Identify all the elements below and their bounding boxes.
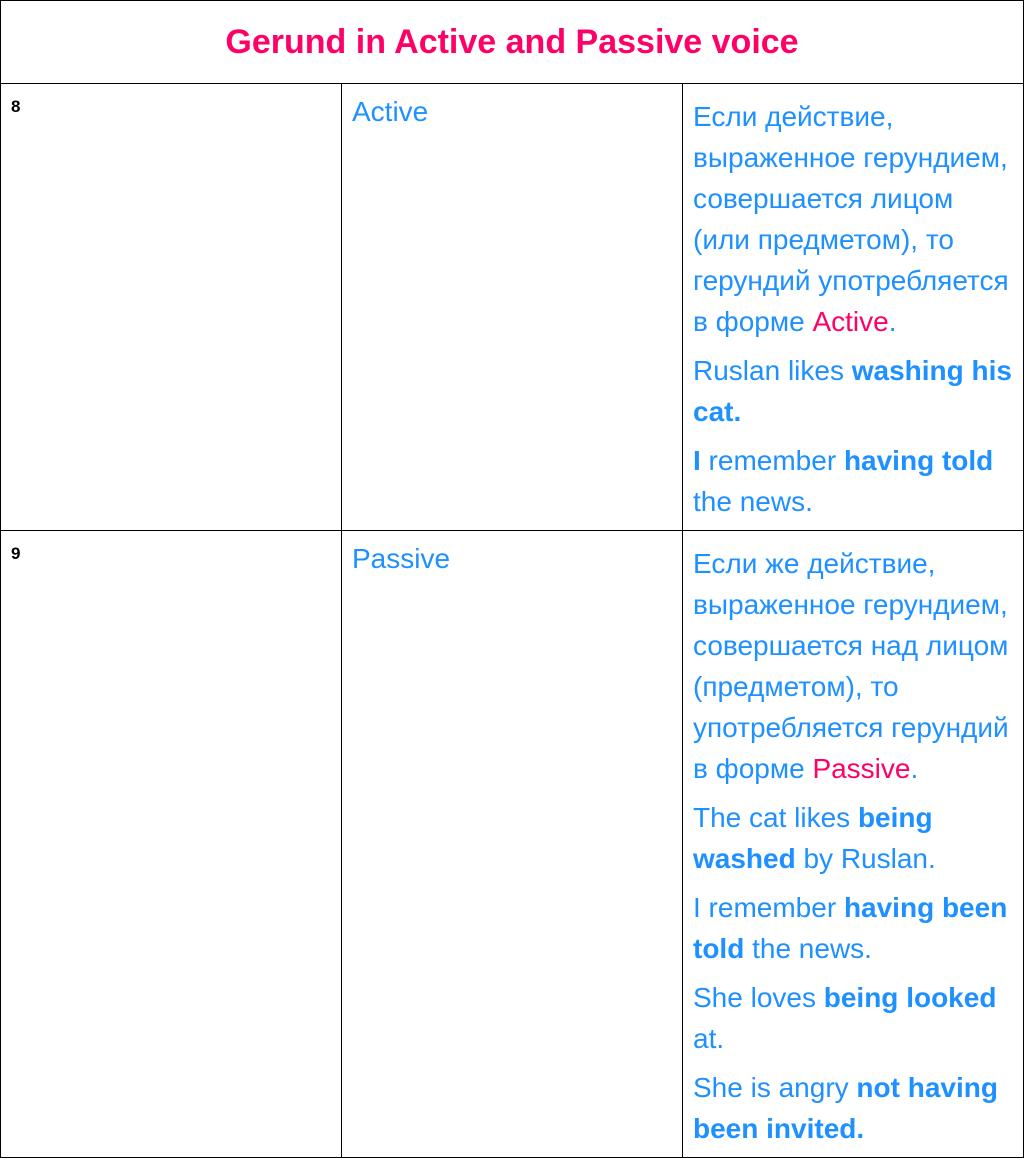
rule-punct: . (910, 753, 919, 784)
description-cell (683, 84, 1024, 531)
table-row-active (1, 84, 1024, 531)
example-gerund: having been told (693, 892, 1008, 964)
example-plain: She is angry (693, 1072, 857, 1103)
example-sentence (693, 977, 1015, 1059)
row-number: 8 (11, 97, 21, 116)
rule-text (693, 543, 1015, 789)
example-sentence (693, 887, 1015, 969)
example-plain: The cat likes (693, 802, 858, 833)
voice-term: Passive (812, 753, 911, 784)
example-gerund: washing his cat. (693, 355, 1012, 427)
rule-punct: . (888, 306, 897, 337)
example-plain: at. (693, 1023, 725, 1054)
rule-line: герундий употребляется в форме (693, 265, 1009, 337)
example-gerund: being washed (693, 802, 933, 874)
rule-line: Если же действие, выраженное герундием, (693, 548, 1008, 620)
example-plain: the news. (744, 933, 872, 964)
rule-line: употребляется герундий в форме (693, 712, 1009, 784)
voice-term: Active (812, 306, 889, 337)
example-plain: Ruslan likes (693, 355, 852, 386)
description-cell (683, 531, 1024, 1158)
example-sentence (693, 797, 1015, 879)
voice-cell (342, 84, 683, 531)
row-number-cell (1, 84, 342, 531)
rule-line: совершается лицом (или предметом), то (693, 183, 954, 255)
voice-cell (342, 531, 683, 1158)
rule-text (693, 96, 1015, 342)
example-gerund: having told (843, 445, 994, 476)
row-number-cell (1, 531, 342, 1158)
rule-line: совершается над лицом (предметом), то (693, 630, 1009, 702)
example-gerund: being looked (823, 982, 997, 1013)
voice-label: Active (352, 96, 429, 127)
example-subject: I (693, 445, 701, 476)
voice-label: Passive (352, 543, 451, 574)
example-sentence (693, 350, 1015, 432)
row-number: 9 (11, 544, 21, 563)
example-gerund: not having been invited. (693, 1072, 998, 1144)
example-sentence (693, 1067, 1015, 1149)
example-plain: remember (700, 445, 844, 476)
title-cell (1, 1, 1024, 84)
table-row-passive (1, 531, 1024, 1158)
example-plain: She loves (693, 982, 824, 1013)
page-title: Gerund in Active and Passive voice (225, 23, 799, 61)
example-plain: the news. (693, 486, 813, 517)
example-plain: by Ruslan. (795, 843, 936, 874)
rule-line: Если действие, выраженное герундием, (693, 101, 1008, 173)
example-plain: I remember (693, 892, 844, 923)
example-sentence (693, 440, 1015, 522)
